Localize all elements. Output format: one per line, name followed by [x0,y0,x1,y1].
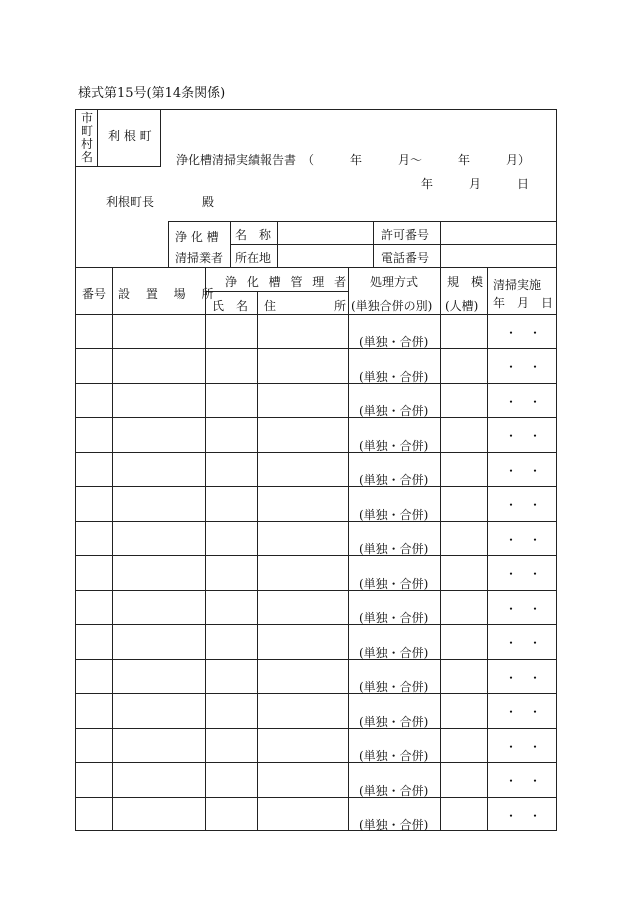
municipality-label: 市町村名 [80,111,93,164]
row-divider [75,486,557,487]
row-method-text: (単独・合併) [359,784,429,798]
divider [440,221,441,267]
divider [373,221,374,267]
row-divider [75,693,557,694]
header-manager: 浄 化 槽 管 理 者 [225,275,350,289]
contractor-label-line1: 浄 化 槽 [175,230,219,244]
header-manager-name: 氏 名 [212,299,249,313]
row-divider [75,797,557,798]
divider [230,244,557,245]
row-divider [75,762,557,763]
row-date-text: ・ ・ [505,533,542,547]
report-form-frame [75,109,557,831]
header-location: 設 置 場 所 [118,287,220,301]
contractor-address-label: 所在地 [235,251,272,265]
divider [230,221,231,267]
row-divider [75,659,557,660]
divider [168,221,557,222]
column-line [487,267,488,831]
row-date-text: ・ ・ [505,464,542,478]
row-divider [75,417,557,418]
divider [97,109,98,167]
divider [160,109,161,167]
row-date-text: ・ ・ [505,602,542,616]
row-method-text: (単独・合併) [359,577,429,591]
row-method-text: (単独・合併) [359,439,429,453]
row-date-text: ・ ・ [505,360,542,374]
row-date-text: ・ ・ [505,429,542,443]
row-method-text: (単独・合併) [359,646,429,660]
header-number: 番号 [82,287,107,301]
row-method-text: (単独・合併) [359,404,429,418]
row-method-text: (単独・合併) [359,542,429,556]
column-line [205,267,206,831]
row-divider [75,521,557,522]
contractor-name-label: 名 称 [235,228,272,242]
row-date-text: ・ ・ [505,740,542,754]
header-cleaning: 清掃実施 [493,278,542,292]
row-divider [75,348,557,349]
row-date-text: ・ ・ [505,326,542,340]
divider [168,221,169,267]
divider [75,314,557,315]
row-divider [75,590,557,591]
header-manager-address-2: 所 [334,299,347,313]
addressee: 利根町長 殿 [106,195,215,209]
row-method-text: (単独・合併) [359,680,429,694]
divider [75,166,161,167]
header-method-sub: (単独合併の別) [351,299,433,313]
header-method: 処理方式 [370,275,419,289]
row-method-text: (単独・合併) [359,508,429,522]
report-title: 浄化槽清掃実績報告書 （ 年 月～ 年 月） [176,153,531,167]
header-cleaning-sub: 年 月 日 [493,296,554,310]
row-method-text: (単独・合併) [359,611,429,625]
row-date-text: ・ ・ [505,774,542,788]
row-date-text: ・ ・ [505,636,542,650]
row-method-text: (単独・合併) [359,335,429,349]
header-scale-sub: (人槽) [445,299,479,313]
row-divider [75,555,557,556]
permit-number-label: 許可番号 [381,228,430,242]
row-method-text: (単独・合併) [359,818,429,832]
column-line [440,267,441,831]
column-line [112,267,113,831]
divider [205,291,348,292]
phone-number-label: 電話番号 [381,251,430,265]
report-date: 年 月 日 [421,177,530,191]
divider [75,267,557,268]
divider [277,221,278,267]
header-scale: 規 模 [447,275,484,289]
municipality-value: 利 根 町 [108,129,152,143]
row-divider [75,728,557,729]
row-date-text: ・ ・ [505,567,542,581]
row-method-text: (単独・合併) [359,473,429,487]
row-date-text: ・ ・ [505,395,542,409]
column-line [348,267,349,831]
column-line [257,291,258,831]
row-date-text: ・ ・ [505,498,542,512]
row-divider [75,624,557,625]
contractor-label-line2: 清掃業者 [175,251,224,265]
row-divider [75,452,557,453]
form-number: 様式第15号(第14条関係) [78,86,226,101]
row-method-text: (単独・合併) [359,370,429,384]
row-divider [75,383,557,384]
header-manager-address-1: 住 [264,299,277,313]
row-method-text: (単独・合併) [359,749,429,763]
row-date-text: ・ ・ [505,809,542,823]
row-date-text: ・ ・ [505,671,542,685]
row-method-text: (単独・合併) [359,715,429,729]
row-date-text: ・ ・ [505,705,542,719]
